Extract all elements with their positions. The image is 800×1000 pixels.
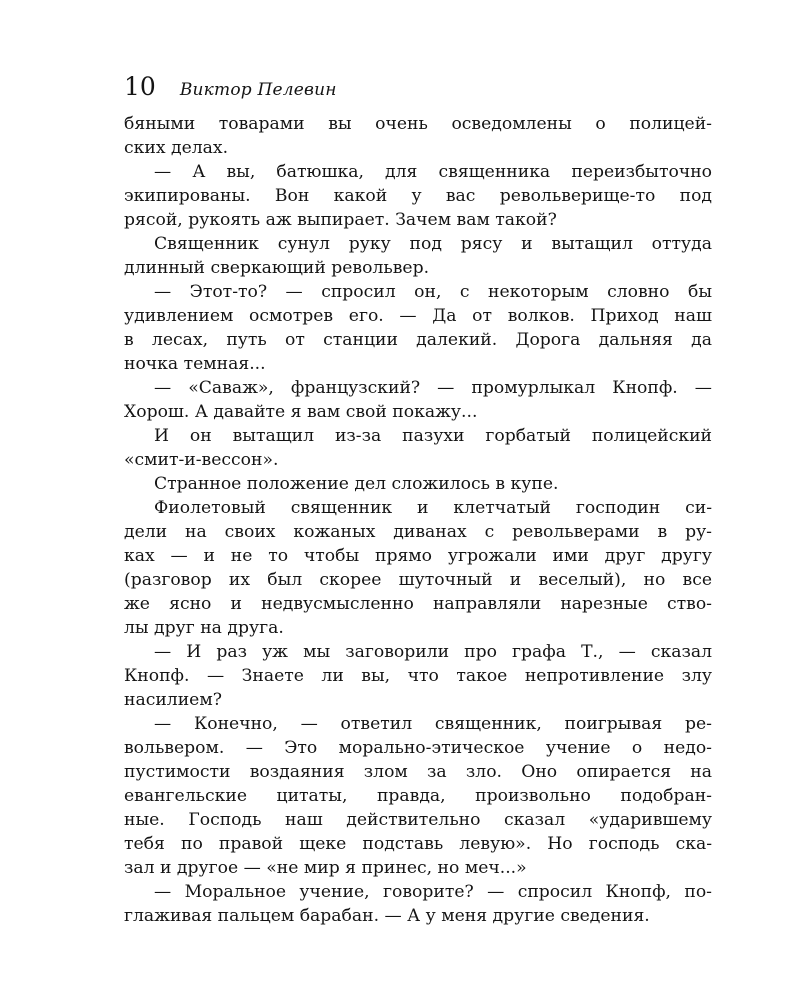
text-line: экипированы. Вон какой у вас револьверище-то под <box>124 186 712 206</box>
text-line: Кнопф. — Знаете ли вы, что такое непротивление злу <box>124 666 712 686</box>
text-line: — «Саваж», французский? — промурлыкал Кнопф. — <box>154 378 712 398</box>
text-line: ских делах. <box>124 138 229 158</box>
text-line: Фиолетовый священник и клетчатый господин си- <box>154 498 712 518</box>
text-line: — И раз уж мы заговорили про графа Т., — сказал <box>154 642 712 662</box>
text-line: Священник сунул руку под рясу и вытащил оттуда <box>154 234 712 254</box>
text-line: же ясно и недвусмысленно направляли нарезные ство- <box>124 594 712 614</box>
text-line: Странное положение дел сложилось в купе. <box>154 474 559 494</box>
text-line: — Конечно, — ответил священник, поигрывая ре- <box>154 714 712 734</box>
text-line: ках — и не то чтобы прямо угрожали ими друг другу <box>124 546 712 566</box>
text-line: (разговор их был скорее шуточный и веселый), но все <box>124 570 712 590</box>
running-title: Виктор Пелевин <box>179 80 337 100</box>
text-line: — А вы, батюшка, для священника переизбыточно <box>154 162 712 182</box>
text-line: — Этот-то? — спросил он, с некоторым словно бы <box>154 282 712 302</box>
text-line: удивлением осмотрев его. — Да от волков. Приход наш <box>124 306 712 326</box>
text-line: Хорош. А давайте я вам свой покажу... <box>124 402 478 422</box>
text-line: пустимости воздаяния злом за зло. Оно опирается на <box>124 762 712 782</box>
text-line: длинный сверкающий револьвер. <box>124 258 430 278</box>
text-line: рясой, рукоять аж выпирает. Зачем вам такой? <box>124 210 557 230</box>
text-line: вольвером. — Это морально-этическое учение о недо- <box>124 738 712 758</box>
text-line: дели на своих кожаных диванах с револьверами в ру- <box>124 522 712 542</box>
text-line: зал и другое — «не мир я принес, но меч...» <box>124 858 527 878</box>
text-line: И он вытащил из-за пазухи горбатый полицейский <box>154 426 712 446</box>
text-line: евангельские цитаты, правда, произвольно подобран- <box>124 786 712 806</box>
text-line: ные. Господь наш действительно сказал «ударившему <box>124 810 712 830</box>
text-line: ночка темная... <box>124 354 266 374</box>
text-line: глаживая пальцем барабан. — А у меня другие сведения. <box>124 906 650 926</box>
page-number: 10 <box>124 72 156 101</box>
text-line: лы друг на друга. <box>124 618 284 638</box>
page-header <box>124 72 337 102</box>
text-line: бяными товарами вы очень осведомлены о полицей- <box>124 114 712 134</box>
text-line: насилием? <box>124 690 222 710</box>
body-text <box>124 112 712 928</box>
text-line: тебя по правой щеке подставь левую». Но господь ска- <box>124 834 712 854</box>
text-line: «смит-и-вессон». <box>124 450 279 470</box>
text-line: — Моральное учение, говорите? — спросил Кнопф, по- <box>154 882 712 902</box>
text-line: в лесах, путь от станции далекий. Дорога дальняя да <box>124 330 712 350</box>
